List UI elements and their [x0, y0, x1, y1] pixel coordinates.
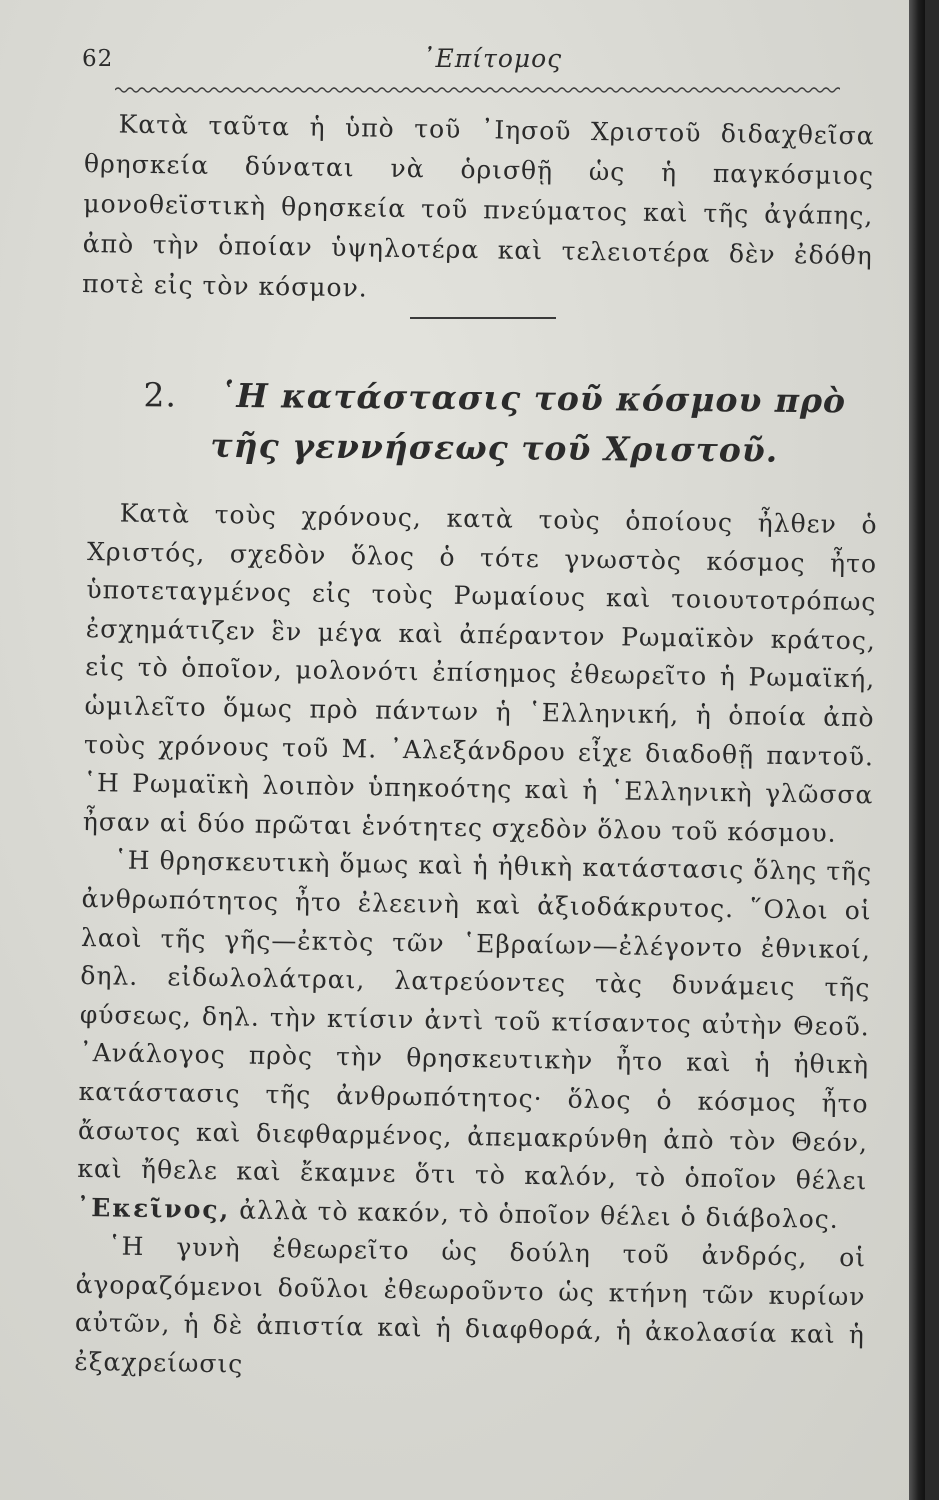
page-header	[82, 42, 842, 82]
wavy-header-rule	[115, 84, 840, 96]
page-number: 62	[82, 46, 114, 72]
page-edge-shadow	[909, 0, 925, 1500]
emphasized-word: ᾿Εκεῖνος,	[76, 1192, 231, 1225]
section-divider	[410, 317, 556, 319]
paragraph	[76, 841, 872, 1239]
paragraph: Κατὰ τοὺς χρόνους, κατὰ τοὺς ὁποίους ἦλθεν ὁ Χριστός, σχεδὸν ὅλος ὁ τότε γνωστὸς κόσμος ἦτο ὑποτεταγμένος εἰς τοὺς Ρωμαίους καὶ τοιουτοτρόπως ἐσχημάτιζεν ἓν μέγα καὶ ἀπέραντον Ρωμαϊκὸν κράτος, εἰς τὸ ὁποῖον, μολονότι ἐπίσημος ἐθεωρεῖτο ἡ Ρωμαϊκή, ὡμιλεῖτο ὅμως πρὸ πάντων ἡ ῾Ελληνική, ἡ ὁποία ἀπὸ τοὺς χρόνους τοῦ Μ. ᾿Αλεξάνδρου εἶχε διαδοθῇ παντοῦ. ῾Η Ρωμαϊκὴ λοιπὸν ὑπηκοότης καὶ ἡ ῾Ελληνικὴ γλῶσσα ἦσαν αἱ δύο πρῶται ἑνότητες σχεδὸν ὅλου τοῦ κόσμου.	[82, 498, 878, 848]
intro-paragraph: Κατὰ ταῦτα ἡ ὑπὸ τοῦ ᾿Ιησοῦ Χριστοῦ διδαχθεῖσα θρησκεία δύναται νὰ ὁρισθῇ ὡς ἡ παγκόσμιος μονοθεϊστικὴ θρησκεία τοῦ πνεύματος καὶ τῆς ἀγάπης, ἀπὸ τὴν ὁποίαν ὑψηλοτέρα καὶ τελειοτέρα δὲν ἐδόθη ποτὲ εἰς τὸν κόσμον.	[81, 109, 875, 303]
paragraph-text: ῾Η θρησκευτικὴ ὅμως καὶ ἡ ἠθικὴ κατάστασις ὅλης τῆς ἀνθρωπότητος ἦτο ἐλεεινὴ καὶ ἀξιοδάκρυτος. ῞Ολοι οἱ λαοὶ τῆς γῆς—ἐκτὸς τῶν ῾Εβραίων—ἐλέγοντο ἐθνικοί, δηλ. εἰδωλολάτραι, λατρεύοντες τὰς δυνάμεις τῆς φύσεως, δηλ. τὴν κτίσιν ἀντὶ τοῦ κτίσαντος αὐτὴν Θεοῦ. ᾿Ανάλογος πρὸς τὴν θρησκευτικὴν ἦτο καὶ ἡ ἠθικὴ κατάστασις τῆς ἀνθρωπότητος· ὅλος ὁ κόσμος ἦτο ἄσωτος καὶ διεφθαρμένος, ἀπεμακρύνθη ἀπὸ τὸν Θεόν, καὶ ἤθελε καὶ ἔκαμνε ὅτι τὸ καλόν, τὸ ὁποῖον θέλει	[77, 845, 873, 1196]
section-number: 2.	[143, 375, 178, 415]
paragraph: ῾Η γυνὴ ἐθεωρεῖτο ὡς δούλη τοῦ ἀνδρός, οἱ ἀγοραζόμενοι δοῦλοι ἐθεωροῦντο ὡς κτήνη τῶν κυρίων αὐτῶν, ἡ δὲ ἀπιστία καὶ ἡ διαφθορά, ἡ ἀκολασία καὶ ἡ ἐξαχρείωσις	[74, 1231, 867, 1379]
section-title: ῾Η κατάστασις τοῦ κόσμου πρὸ τῆς γεννήσεως τοῦ Χριστοῦ.	[210, 375, 847, 470]
body-text	[74, 494, 878, 1394]
section-heading	[119, 370, 870, 477]
paragraph-text-continued: ἀλλὰ τὸ κακόν, τὸ ὁποῖον θέλει ὁ διάβολος.	[239, 1195, 839, 1234]
running-title: ᾿Επίτομος	[422, 44, 563, 73]
